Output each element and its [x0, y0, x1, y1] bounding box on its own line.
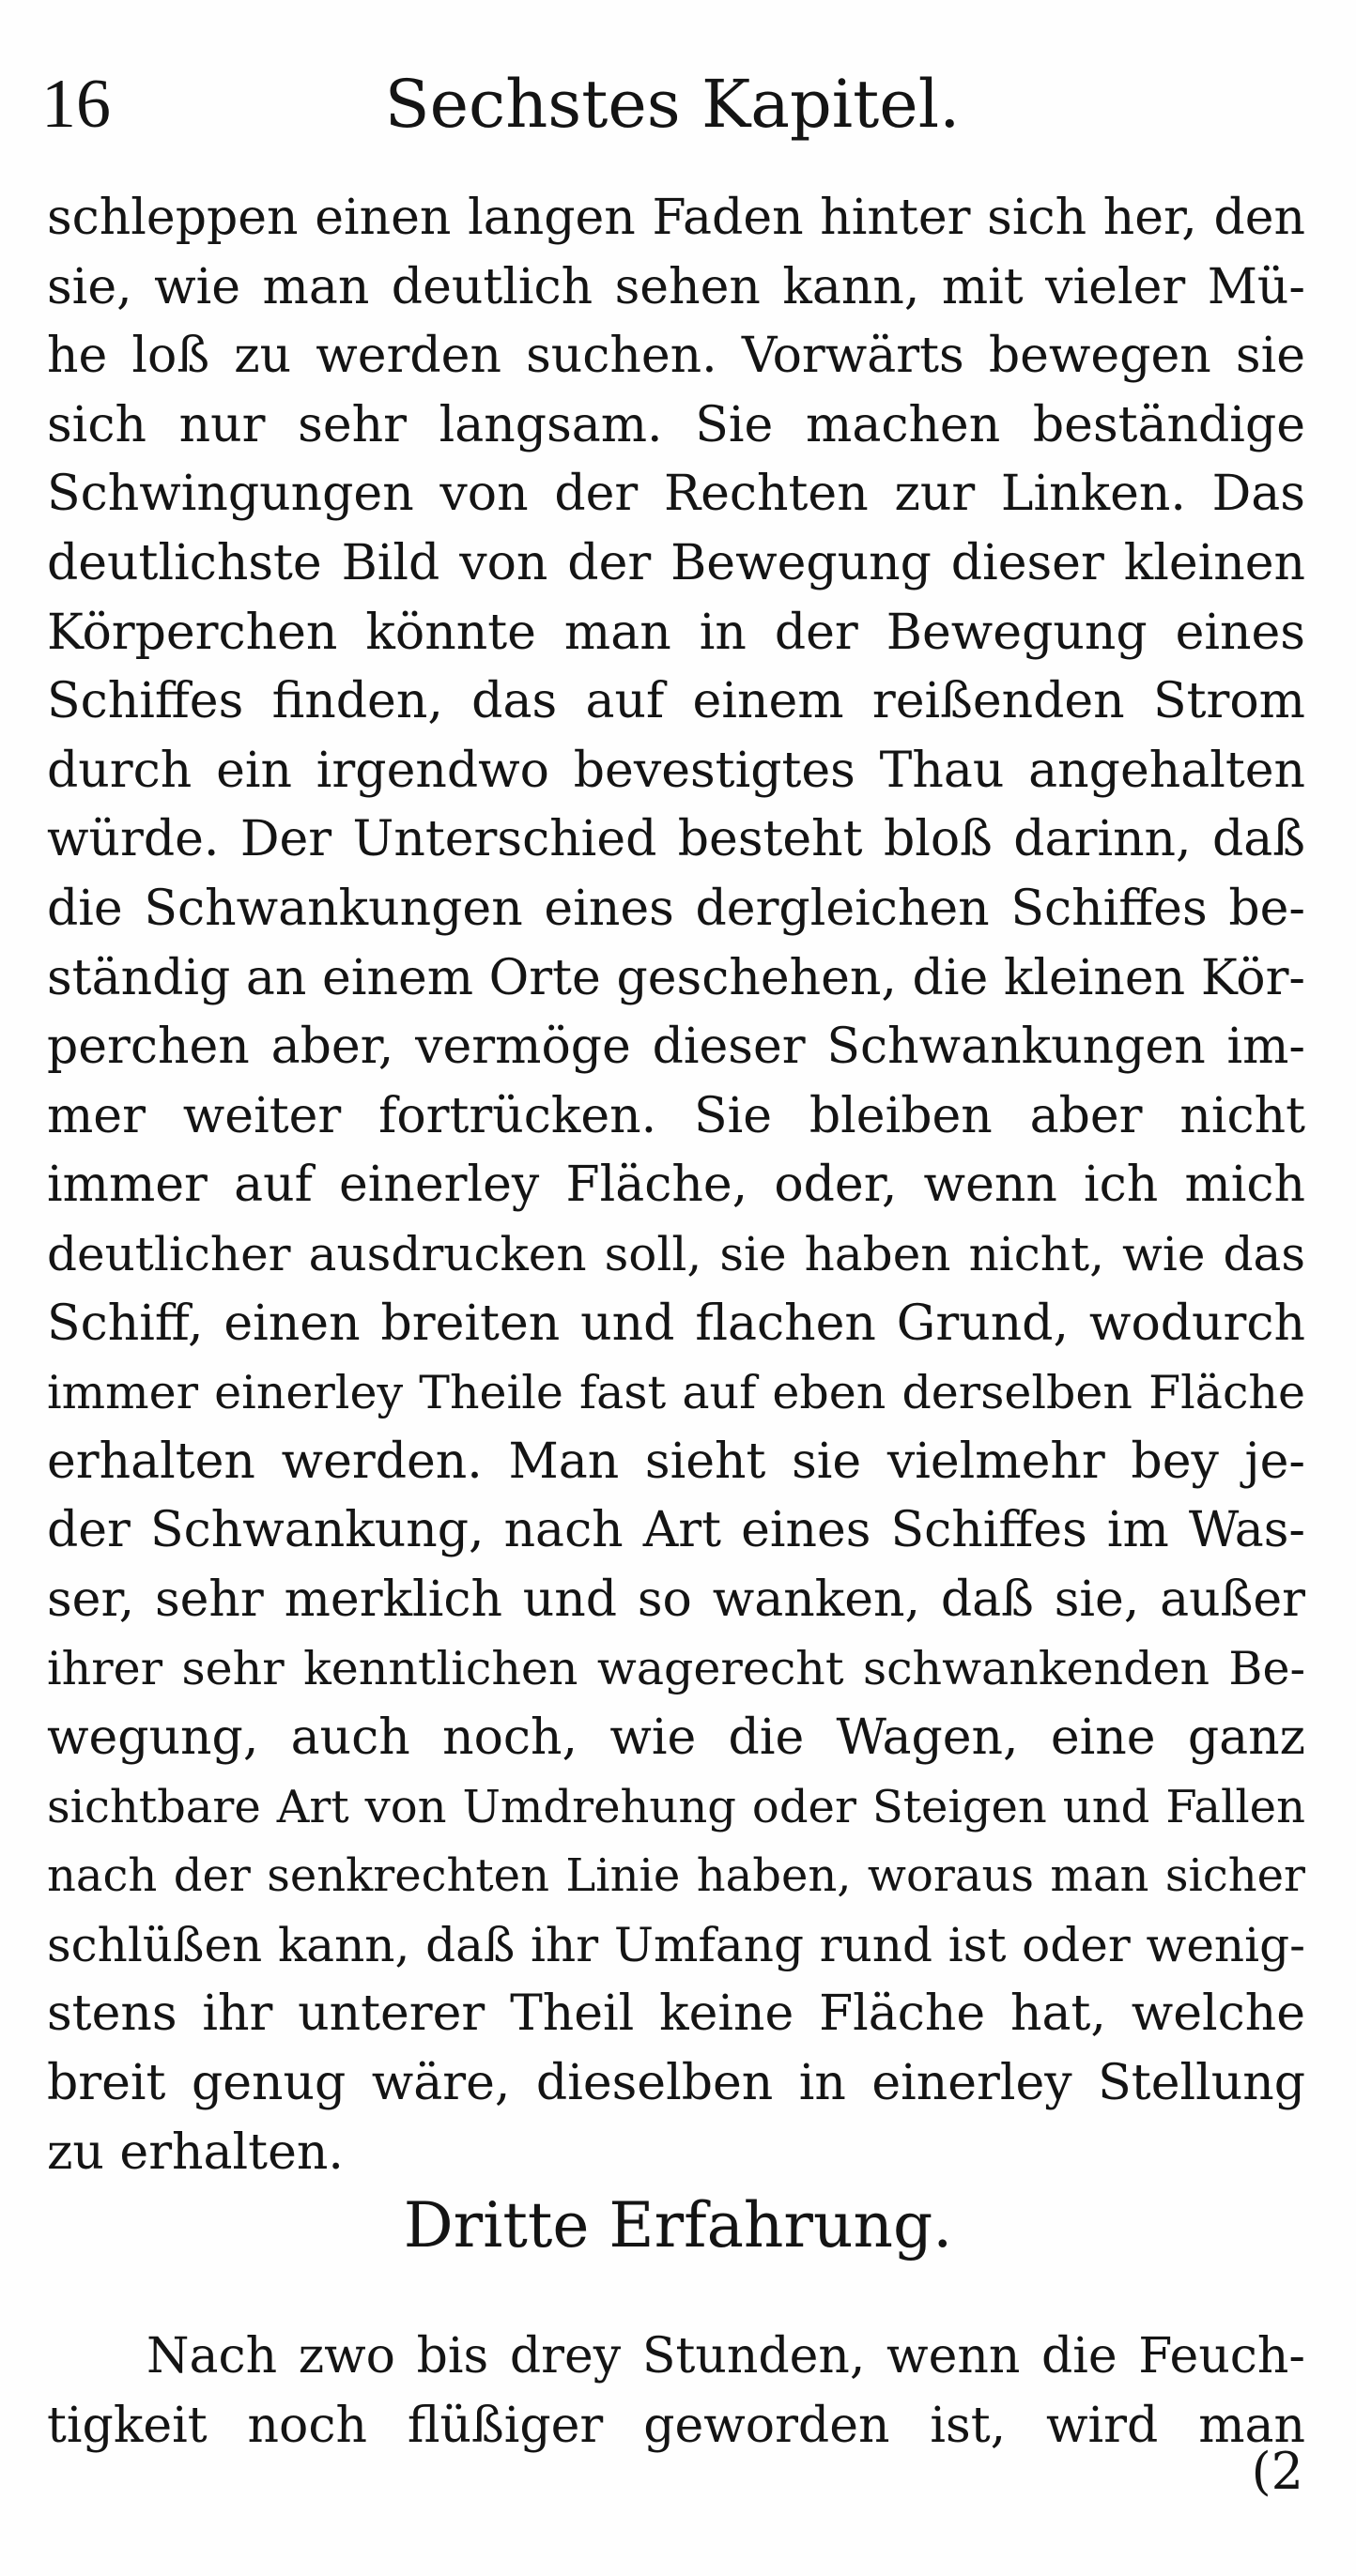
text-line: he loß zu werden suchen. Vorwärts bewegen sie [47, 328, 1305, 385]
text-line: durch ein irgendwo bevestigtes Thau angehalten [47, 742, 1305, 799]
text-line: nach der senkrechten Linie haben, woraus man sicher [47, 1849, 1305, 1903]
text-line: die Schwankungen eines dergleichen Schiffes be- [47, 880, 1305, 937]
section-heading: Dritte Erfahrung. [403, 2189, 953, 2262]
text-line: immer einerley Theile fast auf eben derselben Fläche [47, 1366, 1305, 1420]
text-line: der Schwankung, nach Art eines Schiffes im Was- [47, 1502, 1305, 1559]
paragraph-2 [47, 2323, 1305, 2461]
text-line: würde. Der Unterschied besteht bloß darinn, daß [47, 811, 1305, 868]
text-line: schleppen einen langen Faden hinter sich her, den [47, 190, 1305, 246]
text-line: ihrer sehr kenntlichen wagerecht schwankenden Be- [47, 1642, 1305, 1696]
text-line: ständig an einem Orte geschehen, die kleinen Kör- [47, 949, 1305, 1006]
text-line: perchen aber, vermöge dieser Schwankungen im- [47, 1019, 1305, 1076]
text-line: deutlichste Bild von der Bewegung dieser kleinen [47, 534, 1305, 591]
text-line: mer weiter fortrücken. Sie bleiben aber nicht [47, 1087, 1305, 1144]
text-line: Schiff, einen breiten und flachen Grund, wodurch [47, 1295, 1305, 1352]
text-line: sichtbare Art von Umdrehung oder Steigen und Fallen [47, 1780, 1305, 1833]
text-line: deutlicher ausdrucken soll, sie haben nicht, wie das [47, 1226, 1305, 1281]
text-line: tigkeit noch flüßiger geworden ist, wird man [47, 2397, 1305, 2454]
text-line: Schiffes finden, das auf einem reißenden Strom [47, 673, 1305, 730]
text-line: sie, wie man deutlich sehen kann, mit vieler Mü- [47, 258, 1305, 315]
page-header [41, 62, 1303, 146]
text-line: schlüßen kann, daß ihr Umfang rund ist oder wenig- [47, 1917, 1305, 1972]
text-line: breit genug wäre, dieselben in einerley Stellung [47, 2055, 1305, 2112]
paragraph-1 [47, 184, 1305, 2187]
text-line: ser, sehr merklich und so wanken, daß sie, außer [47, 1571, 1305, 1628]
catchword: (2 [1251, 2442, 1303, 2501]
text-line: sich nur sehr langsam. Sie machen beständige [47, 396, 1305, 453]
text-line: erhalten werden. Man sieht sie vielmehr bey je- [47, 1433, 1305, 1490]
text-line: Schwingungen von der Rechten zur Linken. Das [47, 466, 1305, 523]
page-number: 16 [41, 66, 111, 143]
text-line: immer auf einerley Fläche, oder, wenn ich mich [47, 1157, 1305, 1214]
text-line: wegung, auch noch, wie die Wagen, eine ganz [47, 1710, 1305, 1767]
running-head: Sechstes Kapitel. [384, 66, 961, 143]
text-line: stens ihr unterer Theil keine Fläche hat, welche [47, 1986, 1305, 2043]
text-line: Nach zwo bis drey Stunden, wenn die Feuch- [146, 2328, 1305, 2384]
text-line: Körperchen könnte man in der Bewegung eines [47, 604, 1305, 661]
text-line: zu erhalten. [47, 2124, 344, 2181]
